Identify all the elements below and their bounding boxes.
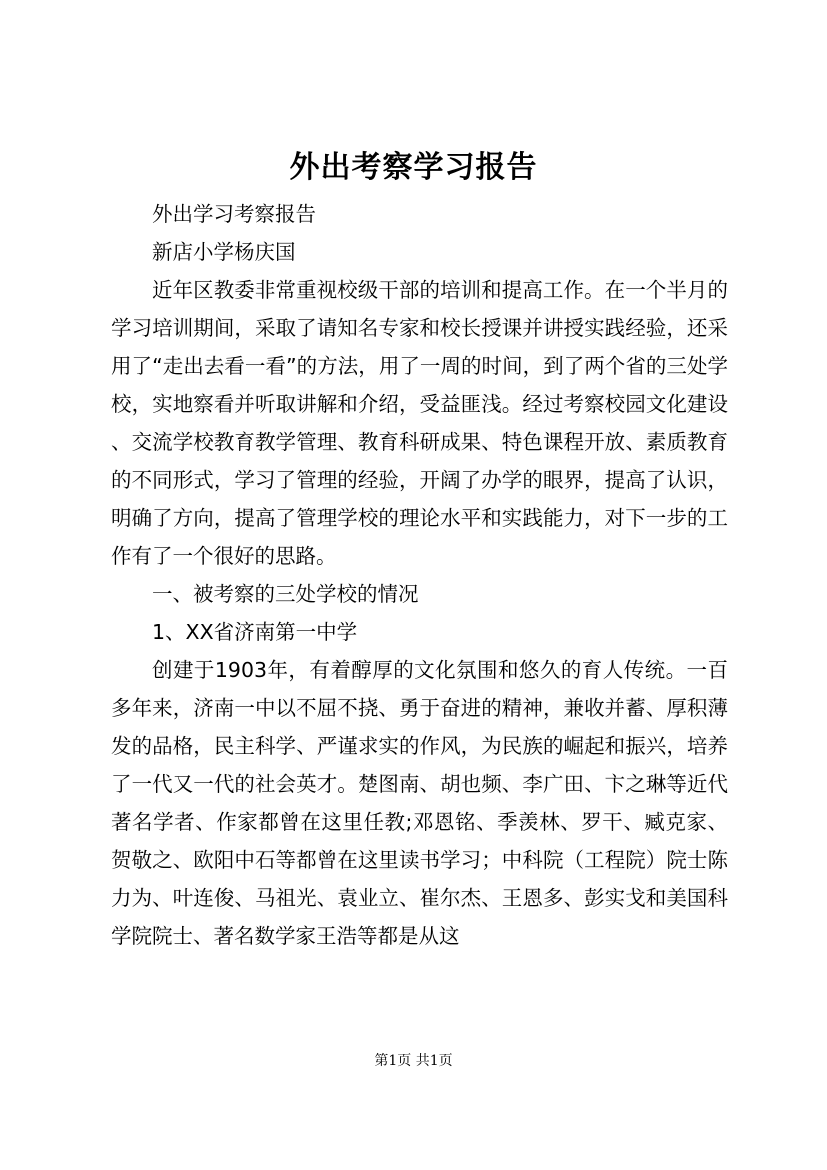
subsection-heading: 1、XX省济南第一中学 [152, 620, 358, 644]
page-footer: 第1页 共1页 [374, 1053, 453, 1069]
subtitle-paragraph: 外出学习考察报告 [152, 202, 316, 226]
document-body [111, 195, 728, 955]
document-title: 外出考察学习报告 [289, 150, 538, 185]
section-heading: 一、被考察的三处学校的情况 [152, 582, 419, 606]
author-paragraph: 新店小学杨庆国 [152, 240, 296, 264]
school-description-paragraph: 创建于1903年，有着醇厚的文化氛围和悠久的育人传统。一百多年来，济南一中以不屈不挠、勇于奋进的精神，兼收并蓄、厚积薄发的品格，民主科学、严谨求实的作风，为民族的崛起和振兴，培养了一代又一代的社会英才。楚图南、胡也频、李广田、卞之琳等近代著名学者、作家都曾在这里任教;邓恩铭、季羡林、罗干、臧克家、贺敬之、欧阳中石等都曾在这里读书学习；中科院（工程院）院士陈力为、叶连俊、马祖光、袁业立、崔尔杰、王恩多、彭实戈和美国科学院院士、著名数学家王浩等都是从这 [111, 658, 728, 948]
intro-paragraph: 近年区教委非常重视校级干部的培训和提高工作。在一个半月的学习培训期间，采取了请知名专家和校长授课并讲授实践经验，还采用了“走出去看一看”的方法，用了一周的时间，到了两个省的三处学校，实地察看并听取讲解和介绍，受益匪浅。经过考察校园文化建设、交流学校教育教学管理、教育科研成果、特色课程开放、素质教育的不同形式，学习了管理的经验，开阔了办学的眼界，提高了认识，明确了方向，提高了管理学校的理论水平和实践能力，对下一步的工作有了一个很好的思路。 [111, 278, 728, 568]
